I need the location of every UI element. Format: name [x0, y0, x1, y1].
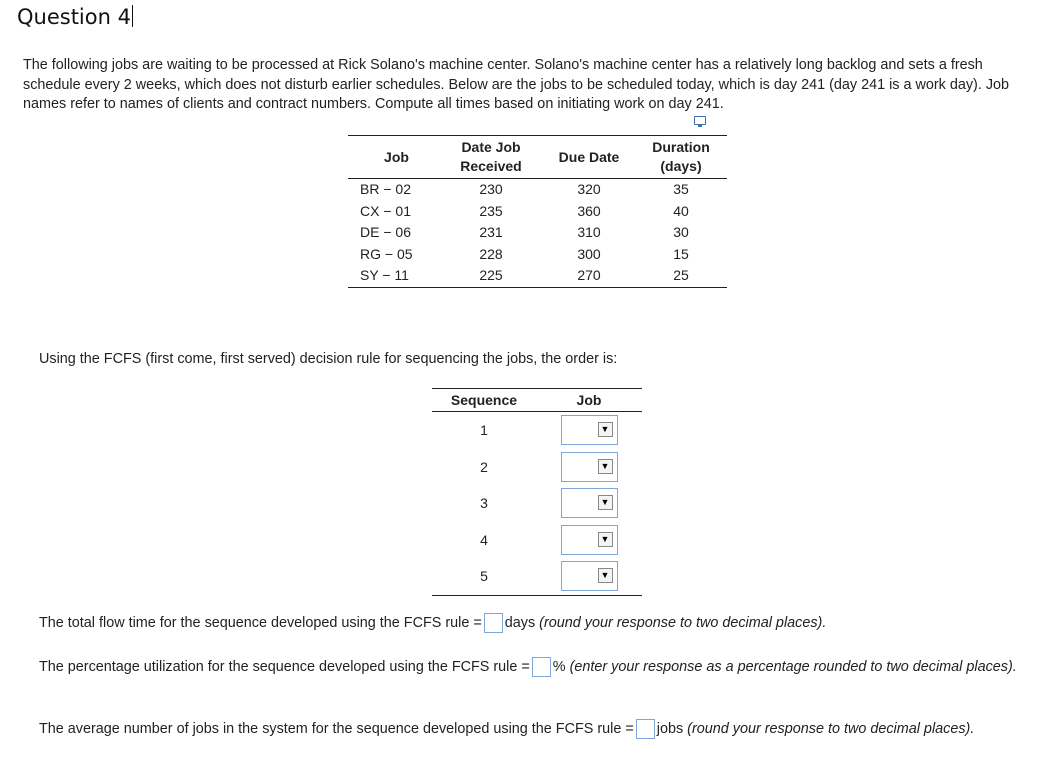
sequence-number: 3 [480, 495, 488, 512]
cell-received: 230 [479, 181, 503, 197]
header-sequence: Sequence [432, 389, 536, 412]
cell-duration: 15 [673, 245, 689, 262]
flow-time-note: (round your response to two decimal places). [539, 615, 827, 631]
cell-received: 235 [479, 202, 503, 219]
flow-time-prefix: The total flow time for the sequence developed using the FCFS rule = [39, 615, 482, 631]
cell-received: 231 [479, 224, 503, 240]
problem-statement: The following jobs are waiting to be processed at Rick Solano's machine center. Solano's machine center has a relatively long backlog and sets a fresh schedule every 2 weeks, which does not disturb earlier schedules. Below are the jobs to be scheduled today, which is day 241 (day 241 is a work day). Job names refer to names of clients and contract numbers. Compute all times based on initiating work on day 241. [23, 57, 1010, 112]
header-due-date: Due Date [543, 136, 635, 179]
header-date-received [439, 136, 543, 179]
avg-jobs-question [39, 719, 1039, 740]
header-duration-line2: (days) [660, 158, 702, 174]
utilization-note: (enter your response as a percentage rounded to two decimal places). [569, 659, 1017, 675]
question-title [17, 5, 133, 29]
table-row [348, 222, 727, 244]
utilization-unit: % [552, 659, 566, 675]
sequence-table-header [432, 389, 642, 412]
job-select-5[interactable] [561, 561, 618, 591]
question-title-text: Question 4 [17, 5, 131, 29]
utilization-prefix: The percentage utilization for the sequence developed using the FCFS rule = [39, 659, 530, 675]
jobs-table [348, 135, 727, 288]
cell-job: RG − 05 [360, 245, 413, 262]
flow-time-question [39, 613, 826, 634]
text-cursor [132, 5, 133, 27]
flow-time-input[interactable] [484, 613, 503, 633]
utilization-input[interactable] [532, 657, 551, 677]
cell-due: 270 [543, 265, 635, 287]
cell-received: 225 [439, 265, 543, 287]
sequence-row [432, 412, 642, 449]
job-cell [536, 449, 642, 486]
sequence-number: 5 [432, 558, 536, 595]
cell-job: SY − 11 [348, 265, 439, 287]
header-date-received-line2: Received [460, 158, 522, 174]
cell-job: DE − 06 [360, 224, 411, 240]
avg-jobs-input[interactable] [636, 719, 655, 739]
flow-time-unit: days [504, 615, 536, 631]
table-row [348, 201, 727, 223]
cell-duration: 40 [673, 202, 689, 219]
table-row [348, 179, 727, 201]
sequence-number: 4 [480, 531, 488, 548]
header-date-received-line1: Date Job [461, 139, 521, 155]
cell-due: 360 [577, 202, 601, 219]
sequence-row [432, 522, 642, 559]
dropdown-arrow-icon[interactable]: ▼ [598, 459, 613, 474]
job-select-2[interactable] [561, 452, 618, 482]
dropdown-arrow-icon[interactable]: ▼ [598, 532, 613, 547]
avg-jobs-note: (round your response to two decimal places). [687, 721, 975, 737]
header-duration [635, 136, 727, 179]
job-select-3[interactable] [561, 488, 618, 518]
fcfs-intro-text: Using the FCFS (first come, first served) decision rule for sequencing the jobs, the order is: [39, 351, 618, 367]
cell-duration: 25 [635, 265, 727, 287]
sequence-table [432, 388, 642, 596]
sequence-row [432, 485, 642, 522]
table-row [348, 244, 727, 266]
sequence-number: 2 [480, 458, 488, 475]
sequence-number: 1 [480, 422, 488, 439]
sequence-row [432, 449, 642, 486]
job-select-1[interactable] [561, 415, 618, 445]
header-job: Job [536, 389, 642, 412]
cell-duration: 30 [673, 224, 689, 240]
sequence-row [432, 558, 642, 595]
avg-jobs-prefix: The average number of jobs in the system for the sequence developed using the FCFS rule = [39, 721, 634, 737]
cell-due: 300 [577, 245, 601, 262]
job-select-4[interactable] [561, 525, 618, 555]
header-job: Job [348, 136, 439, 179]
avg-jobs-unit: jobs [656, 721, 684, 737]
header-duration-line1: Duration [652, 139, 710, 155]
job-cell [536, 558, 642, 595]
cell-received: 228 [479, 245, 503, 262]
cell-due: 320 [577, 181, 601, 197]
cell-job: CX − 01 [360, 202, 411, 219]
cell-due: 310 [577, 224, 601, 240]
job-cell [536, 522, 642, 559]
cell-job: BR − 02 [360, 181, 411, 197]
table-row [348, 265, 727, 287]
job-cell [536, 412, 642, 449]
dropdown-arrow-icon[interactable]: ▼ [598, 568, 613, 583]
dropdown-arrow-icon[interactable]: ▼ [598, 422, 613, 437]
utilization-question [39, 657, 1029, 678]
dropdown-arrow-icon[interactable]: ▼ [598, 495, 613, 510]
cell-duration: 35 [673, 181, 689, 197]
jobs-table-header [348, 136, 727, 179]
copy-table-icon[interactable] [694, 116, 706, 125]
job-cell [536, 485, 642, 522]
